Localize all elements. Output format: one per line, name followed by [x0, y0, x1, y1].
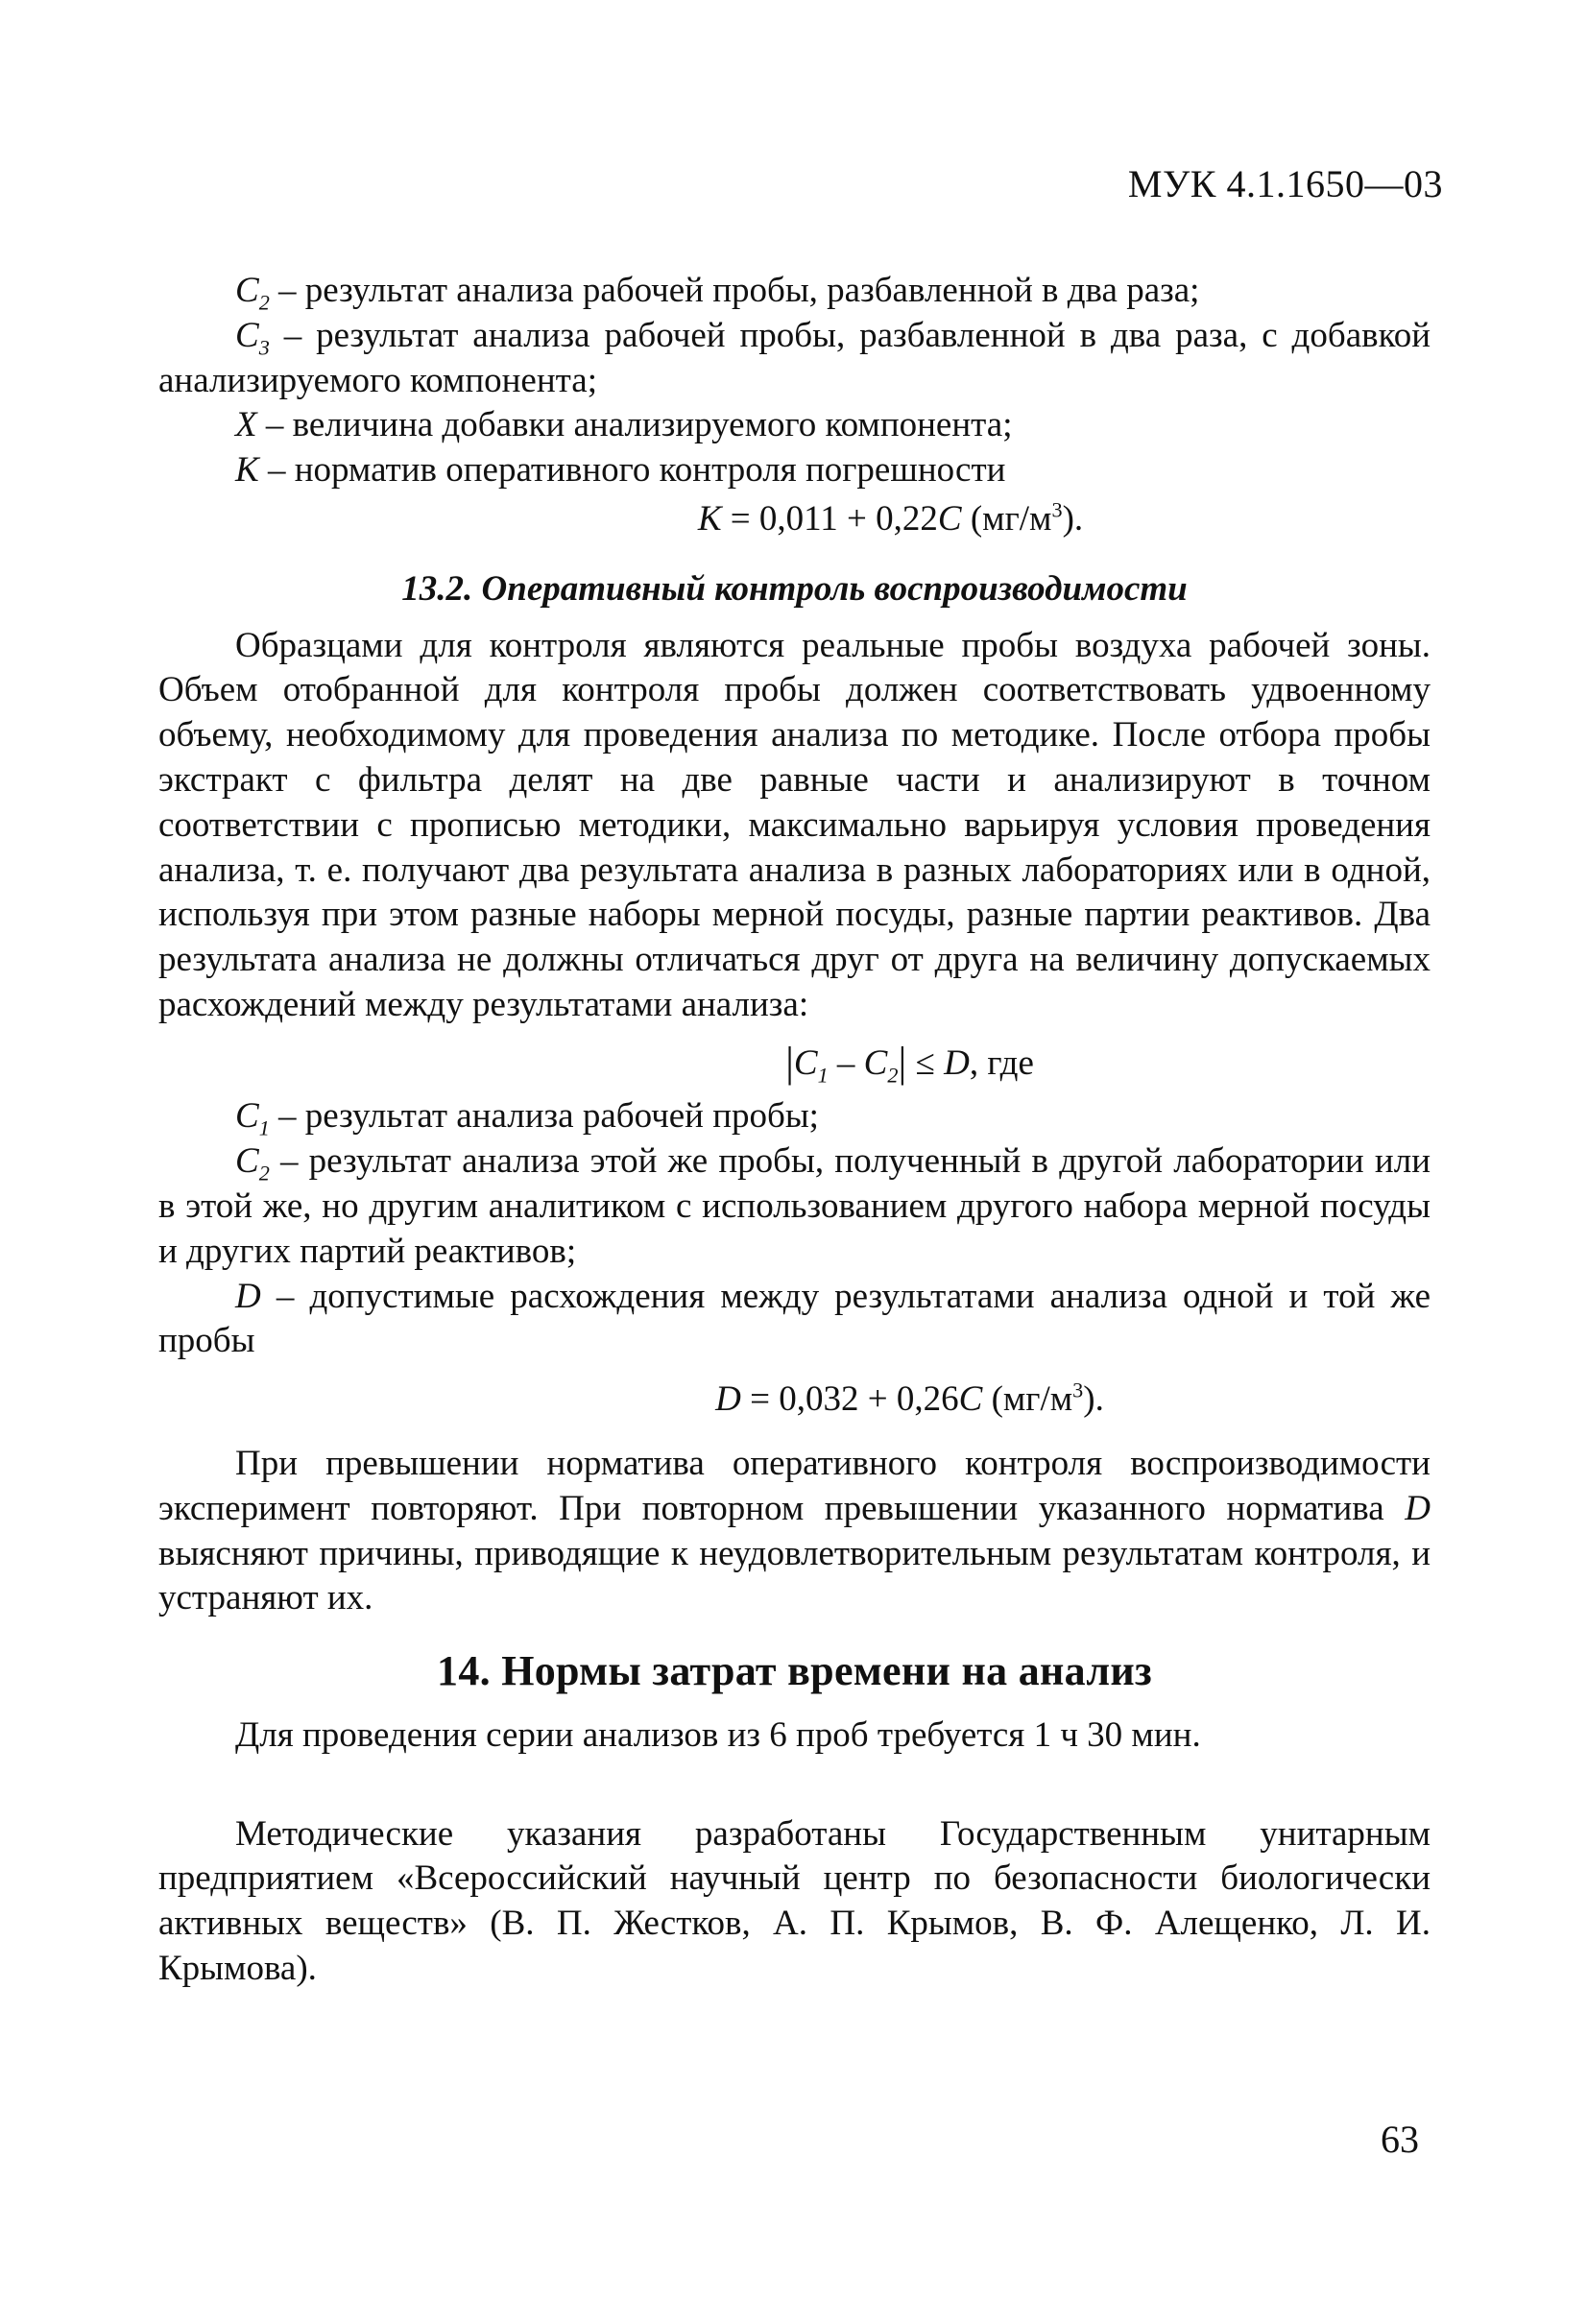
formula-d [158, 1378, 1431, 1423]
formula-d-var: C [958, 1379, 983, 1420]
definition-text: – величина добавки анализируемого компонента; [256, 405, 1013, 445]
formula-k [158, 497, 1431, 542]
ineq-c1: C [793, 1042, 818, 1083]
definition-symbol: C [235, 1141, 259, 1182]
formula-k-var: C [937, 498, 962, 539]
inequality-formula [158, 1036, 1431, 1090]
ineq-minus: – [828, 1042, 864, 1083]
formula-k-close: ). [1062, 498, 1084, 539]
ineq-c2: C [863, 1042, 888, 1083]
para2-part-b: выясняют причины, приводящие к неудовлетворительным результатам контроля, и устраняют их. [158, 1533, 1431, 1618]
paragraph-exceedance [158, 1442, 1431, 1621]
definition-text: – норматив оперативного контроля погрешности [258, 450, 1006, 491]
definition-item [158, 314, 1431, 404]
ineq-le: ≤ [906, 1042, 945, 1083]
definition-text: – допустимые расхождения между результатами анализа одной и той же пробы [158, 1276, 1431, 1361]
formula-d-unit: (мг/м [982, 1379, 1073, 1420]
definition-item [158, 1139, 1431, 1274]
ineq-tail: , где [969, 1042, 1034, 1083]
definition-item [158, 403, 1431, 448]
definitions-list-2 [158, 1094, 1431, 1364]
definition-item [158, 448, 1431, 493]
definition-item [158, 1275, 1431, 1365]
formula-d-rhs: = 0,032 + 0,26 [740, 1379, 959, 1420]
ineq-c2-sub: 2 [887, 1063, 899, 1088]
definition-item [158, 1094, 1431, 1139]
paragraph-time-norms: Для проведения серии анализов из 6 проб требуется 1 ч 30 мин. [235, 1714, 1201, 1755]
page-content [158, 269, 1431, 1992]
definition-symbol-subscript: 3 [258, 335, 270, 360]
ineq-c1-sub: 1 [817, 1063, 829, 1088]
definition-symbol: K [235, 450, 259, 491]
formula-d-lhs: D [715, 1379, 741, 1420]
definition-text: – результат анализа рабочей пробы, разбавленной в два раза, с добавкой анализируемого компонента; [158, 315, 1431, 400]
formula-k-lhs: K [697, 498, 722, 539]
formula-d-exp: 3 [1072, 1378, 1084, 1402]
page-number: 63 [1381, 2118, 1419, 2161]
formula-k-exp: 3 [1051, 497, 1063, 522]
formula-k-unit: (мг/м [961, 498, 1052, 539]
para2-symbol: D [1405, 1488, 1431, 1528]
document-code-header: МУК 4.1.1650—03 [1127, 162, 1443, 205]
paragraph-reproducibility: Образцами для контроля являются реальные пробы воздуха рабочей зоны. Объем отобранной для контроля пробы должен соответствовать удвоенному объему, необходимому для проведения анализа по методике. После отбора пробы экстракт с фильтра делят на две равные части и анализируют в точном соответствии с прописью методики, максимально варьируя условия проведения анализа, т. е. получают два результата анализа в разных лабораториях или в одной, используя при этом разные наборы мерной посуды, разные партии реактивов. Два результата анализа не должны отличаться друг от друга на величину допускаемых расхождений между результатами анализа: [158, 625, 1431, 1024]
definition-text: – результат анализа рабочей пробы, разбавленной в два раза; [269, 271, 1200, 310]
spacer [158, 1759, 1431, 1812]
subheading-13-2: 13.2. Оперативный контроль воспроизводимости [401, 568, 1188, 609]
formula-d-close: ). [1083, 1379, 1104, 1420]
definition-text: – результат анализа этой же пробы, полученный в другой лаборатории или в этой же, но другим аналитиком с использованием другого набора мерной посуды и других партий реактивов; [158, 1141, 1431, 1271]
ineq-d: D [944, 1042, 970, 1083]
definition-symbol-subscript: 2 [258, 290, 270, 315]
section-heading-14: 14. Нормы затрат времени на анализ [437, 1647, 1152, 1695]
definition-symbol: D [235, 1276, 261, 1316]
definitions-list-1 [158, 269, 1431, 493]
definition-symbol-subscript: 2 [258, 1161, 270, 1186]
definition-symbol: C [235, 1096, 259, 1137]
definition-symbol: C [235, 271, 259, 310]
definition-text: – результат анализа рабочей пробы; [269, 1096, 819, 1137]
abs-bar-left: | [785, 1038, 794, 1086]
definition-symbol: X [235, 405, 257, 445]
definition-item [158, 269, 1431, 314]
paragraph-authors: Методические указания разработаны Государственным унитарным предприятием «Всероссийский научный центр по безопасности биологически активных веществ» (В. П. Жестков, А. П. Крымов, В. Ф. Алещенко, Л. И. Крымова). [158, 1813, 1431, 1989]
formula-k-rhs: = 0,011 + 0,22 [721, 498, 938, 539]
abs-bar-right: | [898, 1038, 907, 1086]
definition-symbol-subscript: 1 [258, 1115, 270, 1140]
para2-part-a: При превышении норматива оперативного контроля воспроизводимости эксперимент повторяют. При повторном превышении указанного норматива [158, 1443, 1431, 1528]
definition-symbol: C [235, 315, 259, 355]
